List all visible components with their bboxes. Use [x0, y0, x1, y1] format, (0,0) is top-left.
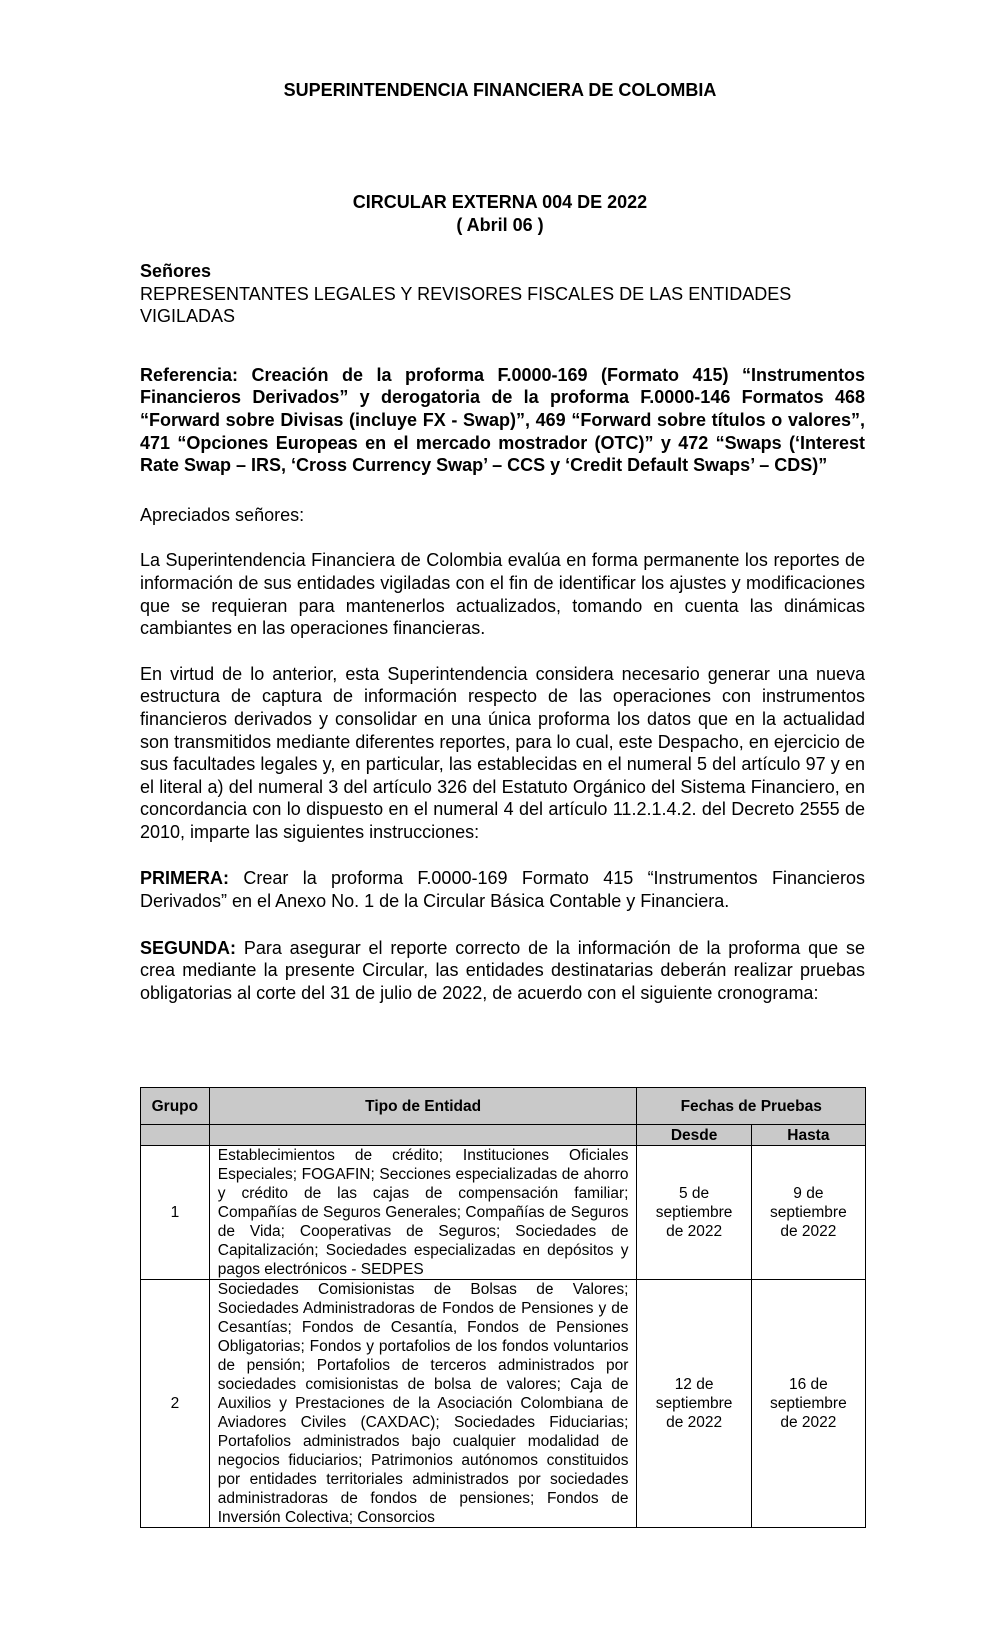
- row-to: 16 de septiembre de 2022: [751, 1280, 865, 1528]
- header-entity-type: Tipo de Entidad: [209, 1088, 637, 1125]
- document-body: [140, 260, 865, 1004]
- instruction-text: Crear la proforma F.0000-169 Formato 415 “Instrumentos Financieros Derivados” en el Anexo No. 1 de la Circular Básica Contable y Financiera.: [140, 868, 865, 912]
- addressee-heading: Señores: [140, 261, 212, 281]
- institution-header: SUPERINTENDENCIA FINANCIERA DE COLOMBIA: [283, 80, 717, 100]
- header-from: Desde: [637, 1125, 751, 1146]
- row-group: 2: [141, 1280, 210, 1528]
- header-blank: [209, 1125, 637, 1146]
- instruction-segunda: [140, 937, 865, 1005]
- row-from: 5 de septiembre de 2022: [637, 1146, 751, 1280]
- table-row: [141, 1146, 866, 1280]
- greeting: Apreciados señores:: [140, 504, 305, 525]
- row-entity-type: Sociedades Comisionistas de Bolsas de Valores; Sociedades Administradoras de Fondos de Pensiones y de Cesantías; Fondos de Cesantía, Fondos de Pensiones Obligatorias; Fondos y portafolios de los fondos voluntarios de pensión; Portafolios de terceros administrados por sociedades comisionistas de bolsa de valores; Caja de Auxilios y Prestaciones de la Asociación Colombiana de Aviadores Civiles (CAXDAC); Sociedades Fiduciarias; Portafolios administrados bajo cualquier modalidad de negocios fiduciarios; Patrimonios autónomos constituidos por entidades territoriales administrados por sociedades administradoras de fondos de pensiones; Fondos de Inversión Colectiva; Consorcios: [209, 1280, 637, 1528]
- circular-title: CIRCULAR EXTERNA 004 DE 2022: [352, 192, 648, 212]
- header-blank: [141, 1125, 210, 1146]
- circular-date: ( Abril 06 ): [456, 215, 544, 235]
- row-from: 12 de septiembre de 2022: [637, 1280, 751, 1528]
- header-test-dates: Fechas de Pruebas: [637, 1088, 866, 1125]
- instruction-label: SEGUNDA:: [140, 937, 237, 958]
- header-to: Hasta: [751, 1125, 865, 1146]
- table-header-row: [141, 1088, 866, 1125]
- instruction-primera: [140, 867, 865, 912]
- instruction-text: Para asegurar el reporte correcto de la información de la proforma que se crea mediante la presente Circular, las entidades destinatarias deberán realizar pruebas obligatorias al corte del 31 de julio de 2022, de acuerdo con el siguiente cronograma:: [140, 937, 865, 1003]
- row-entity-type: Establecimientos de crédito; Instituciones Oficiales Especiales; FOGAFIN; Secciones especializadas de ahorro y crédito de las cajas de compensación familiar; Compañías de Seguros Generales; Compañías de Seguros de Vida; Cooperativas de Seguros; Sociedades de Capitalización; Sociedades especializadas en depósitos y pagos electrónicos - SEDPES: [209, 1146, 637, 1280]
- reference: Referencia: Creación de la proforma F.0000-169 (Formato 415) “Instrumentos Financieros Derivados” y derogatoria de la proforma F.0000-146 Formatos 468 “Forward sobre Divisas (incluye FX - Swap)”, 469 “Forward sobre títulos o valores”, 471 “Opciones Europeas en el mercado mostrador (OTC)” y 472 “Swaps (‘Interest Rate Swap – IRS, ‘Cross Currency Swap’ – CCS y ‘Credit Default Swaps’ – CDS)”: [140, 364, 865, 476]
- addressee-recipients: REPRESENTANTES LEGALES Y REVISORES FISCALES DE LAS ENTIDADES VIGILADAS: [140, 283, 792, 327]
- circular-title-block: [0, 191, 1000, 237]
- table-row: [141, 1280, 866, 1528]
- schedule-table: [140, 1087, 866, 1528]
- row-to: 9 de septiembre de 2022: [751, 1146, 865, 1280]
- row-group: 1: [141, 1146, 210, 1280]
- instruction-label: PRIMERA:: [140, 868, 229, 889]
- paragraph-2: En virtud de lo anterior, esta Superintendencia considera necesario generar una nueva estructura de captura de información respecto de las operaciones con instrumentos financieros derivados y consolidar en una única proforma los datos que en la actualidad son transmitidos mediante diferentes reportes, para lo cual, este Despacho, en ejercicio de sus facultades legales y, en particular, las establecidas en el numeral 5 del artículo 97 y en el literal a) del numeral 3 del artículo 326 del Estatuto Orgánico del Sistema Financiero, en concordancia con lo dispuesto en el numeral 4 del artículo 11.2.1.4.2. del Decreto 2555 de 2010, imparte las siguientes instrucciones:: [140, 663, 865, 842]
- table-subheader-row: [141, 1125, 866, 1146]
- paragraph-1: La Superintendencia Financiera de Colombia evalúa en forma permanente los reportes de información de sus entidades vigiladas con el fin de identificar los ajustes y modificaciones que se requieran para mantenerlos actualizados, tomando en cuenta las dinámicas cambiantes en las operaciones financieras.: [140, 550, 865, 639]
- header-group: Grupo: [141, 1088, 210, 1125]
